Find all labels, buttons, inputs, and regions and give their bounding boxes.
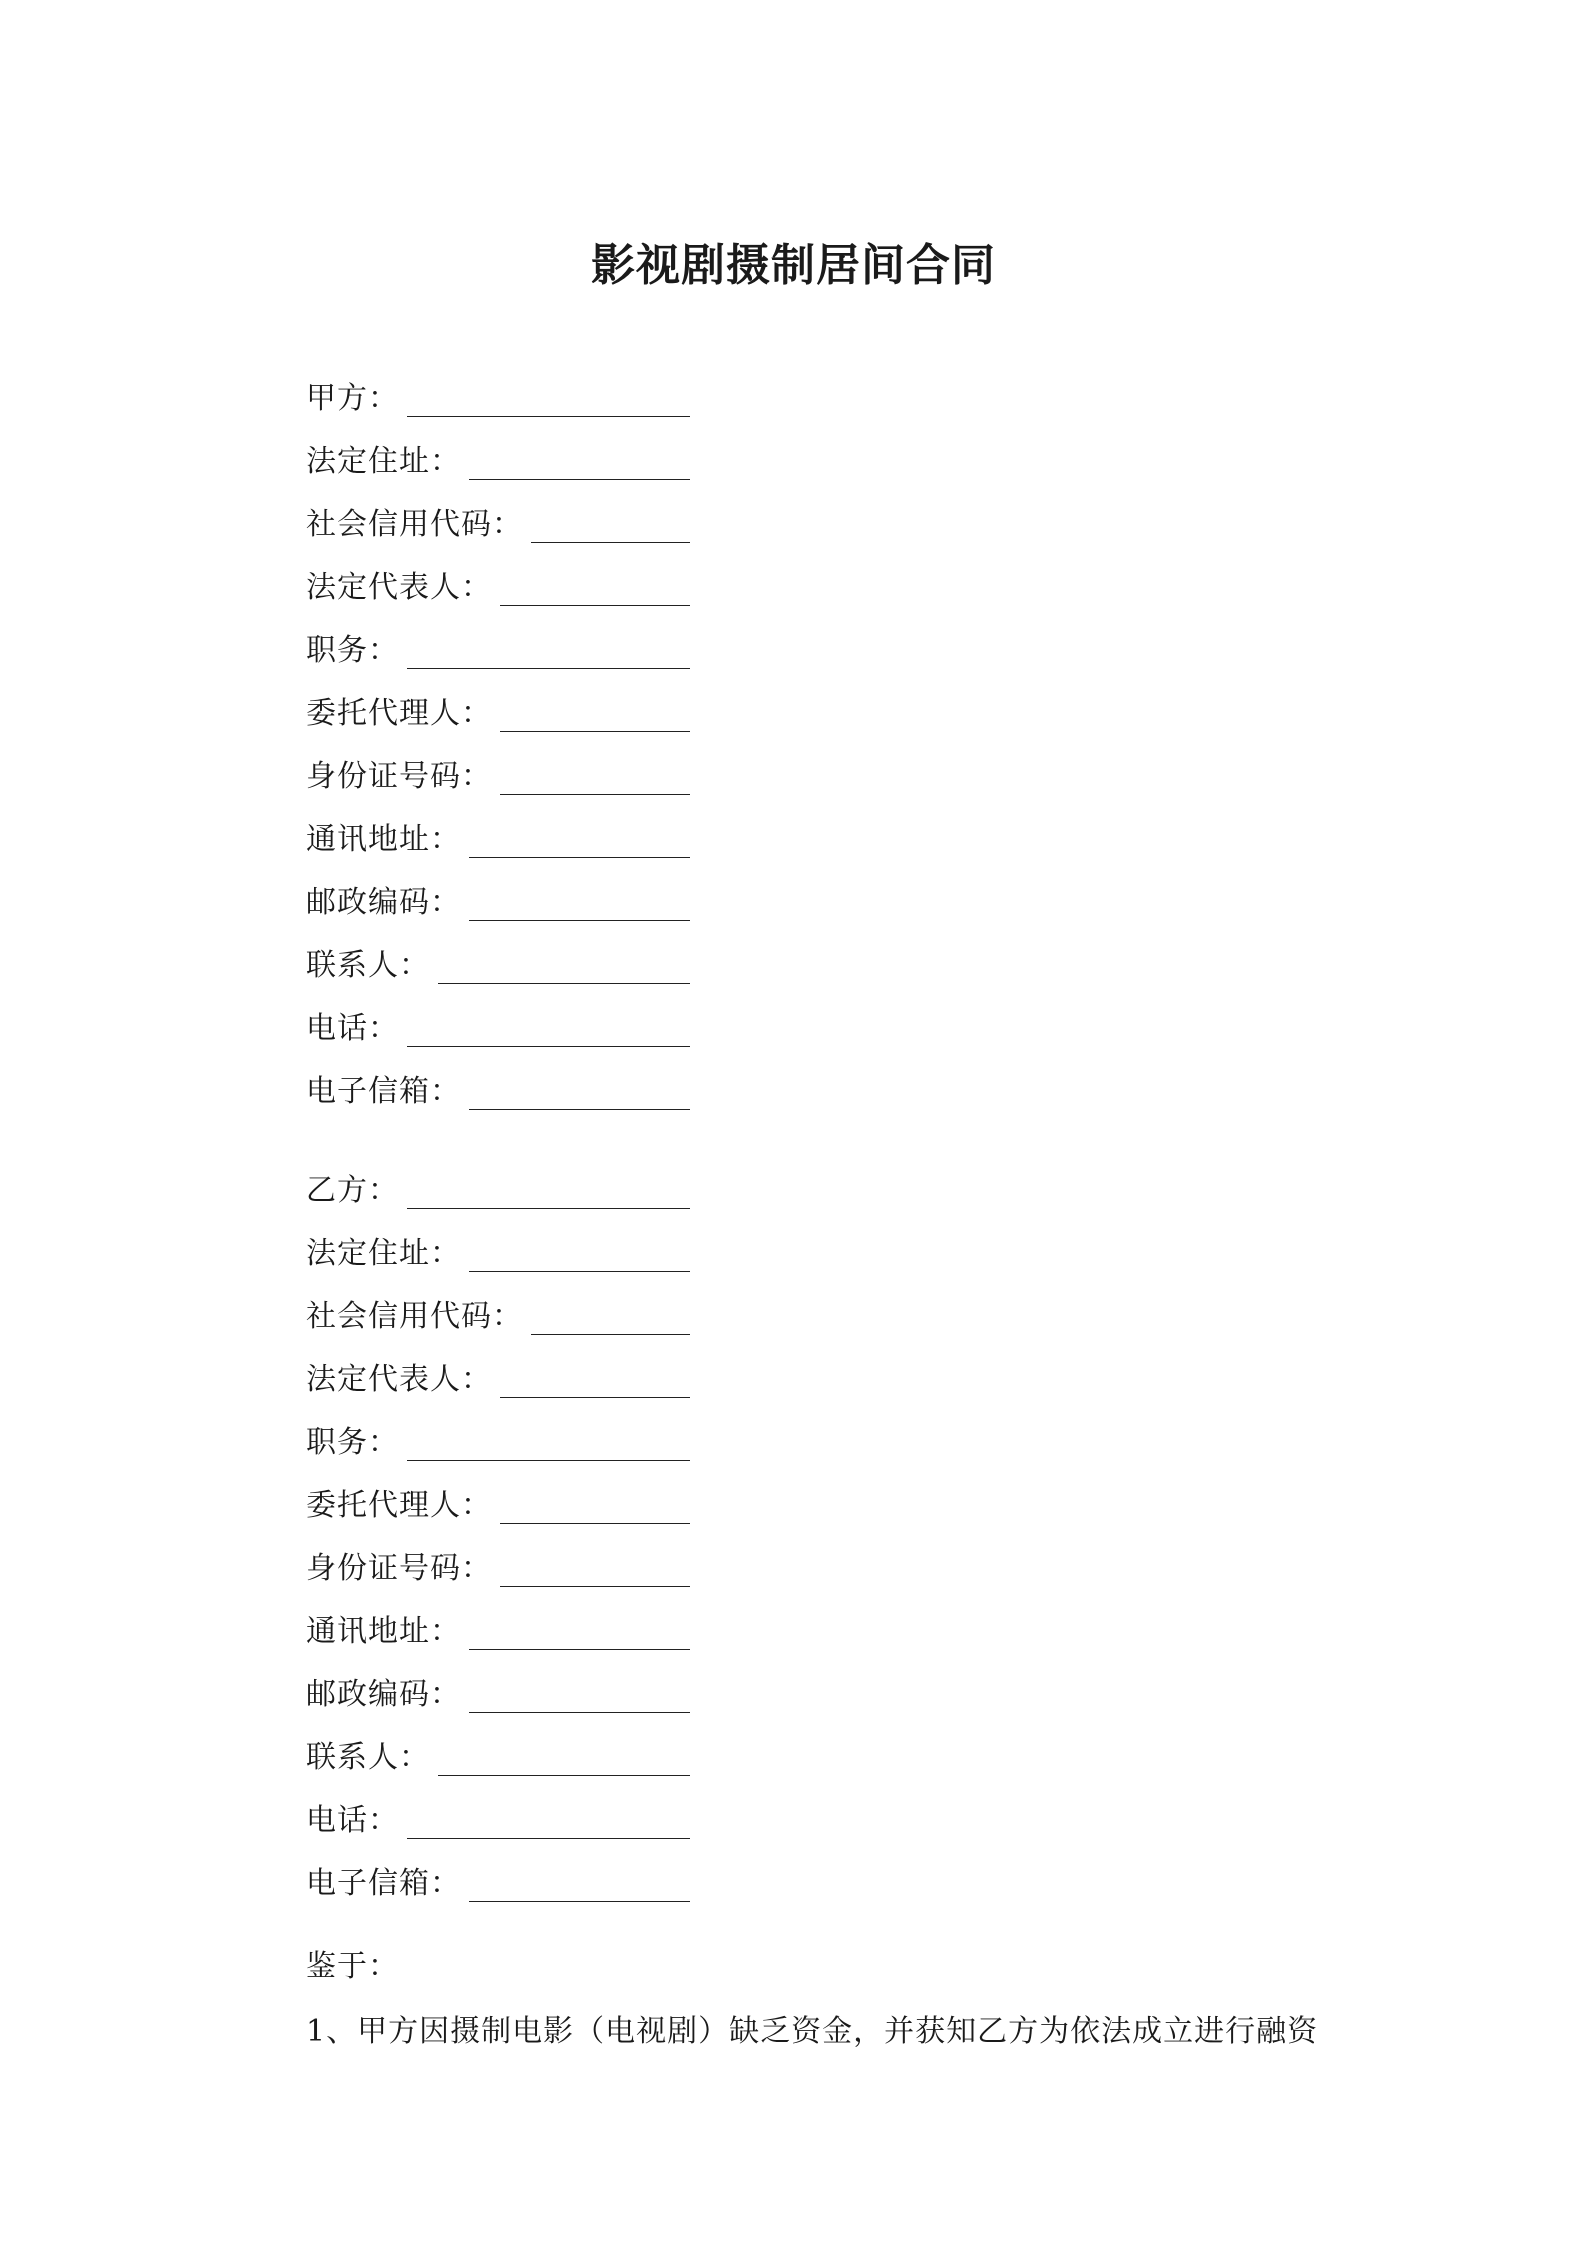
blank-fill-line[interactable] [531,512,690,543]
form-field-row [306,1717,1306,1780]
blank-fill-line[interactable] [500,575,690,606]
party-b-section [306,1150,1306,1906]
field-label: 社会信用代码： [306,1299,523,1334]
field-label: 电子信箱： [306,1074,461,1109]
field-label: 邮政编码： [306,885,461,920]
field-label: 身份证号码： [306,759,492,794]
blank-fill-line[interactable] [500,1556,690,1587]
blank-fill-line[interactable] [407,638,690,669]
form-field-row [306,1528,1306,1591]
form-field-row [306,1843,1306,1906]
blank-fill-line[interactable] [531,1304,690,1335]
form-field-row [306,1150,1306,1213]
field-label: 社会信用代码： [306,507,523,542]
field-label: 法定住址： [306,1236,461,1271]
form-field-row [306,1780,1306,1843]
form-field-row [306,421,1306,484]
blank-fill-line[interactable] [407,1808,690,1839]
field-label: 电话： [306,1011,399,1046]
blank-fill-line[interactable] [469,449,690,480]
blank-fill-line[interactable] [469,827,690,858]
blank-fill-line[interactable] [469,1619,690,1650]
field-label: 电话： [306,1803,399,1838]
form-field-row [306,1654,1306,1717]
form-field-row [306,988,1306,1051]
blank-fill-line[interactable] [407,1178,690,1209]
form-field-row [306,862,1306,925]
party-a-section [306,358,1306,1114]
field-label: 乙方： [306,1173,399,1208]
blank-fill-line[interactable] [500,764,690,795]
document-title: 影视剧摄制居间合同 [591,240,996,291]
field-label: 委托代理人： [306,696,492,731]
field-label: 职务： [306,633,399,668]
field-label: 联系人： [306,1740,430,1775]
form-field-row [306,1276,1306,1339]
field-label: 身份证号码： [306,1551,492,1586]
form-field-row [306,547,1306,610]
form-field-row [306,736,1306,799]
blank-fill-line[interactable] [500,1367,690,1398]
form-field-row [306,925,1306,988]
blank-fill-line[interactable] [469,1241,690,1272]
field-label: 甲方： [306,381,399,416]
form-field-row [306,1339,1306,1402]
blank-fill-line[interactable] [438,953,690,984]
blank-fill-line[interactable] [469,1079,690,1110]
form-field-row [306,358,1306,421]
blank-fill-line[interactable] [469,890,690,921]
field-label: 法定代表人： [306,570,492,605]
blank-fill-line[interactable] [438,1745,690,1776]
form-field-row [306,1465,1306,1528]
whereas-heading: 鉴于： [306,1949,399,1984]
blank-fill-line[interactable] [500,701,690,732]
field-label: 电子信箱： [306,1866,461,1901]
field-label: 邮政编码： [306,1677,461,1712]
form-field-row [306,1591,1306,1654]
field-label: 通讯地址： [306,822,461,857]
field-label: 法定代表人： [306,1362,492,1397]
clause-1-text: 1、甲方因摄制电影（电视剧）缺乏资金，并获知乙方为依法成立进行融资 [306,2014,1319,2049]
form-field-row [306,1402,1306,1465]
blank-fill-line[interactable] [469,1682,690,1713]
field-label: 委托代理人： [306,1488,492,1523]
blank-fill-line[interactable] [407,1016,690,1047]
blank-fill-line[interactable] [469,1871,690,1902]
form-field-row [306,1213,1306,1276]
form-field-row [306,799,1306,862]
blank-fill-line[interactable] [407,386,690,417]
field-label: 职务： [306,1425,399,1460]
field-label: 法定住址： [306,444,461,479]
form-field-row [306,610,1306,673]
blank-fill-line[interactable] [500,1493,690,1524]
field-label: 联系人： [306,948,430,983]
form-field-row [306,673,1306,736]
form-field-row [306,1051,1306,1114]
form-field-row [306,484,1306,547]
blank-fill-line[interactable] [407,1430,690,1461]
field-label: 通讯地址： [306,1614,461,1649]
